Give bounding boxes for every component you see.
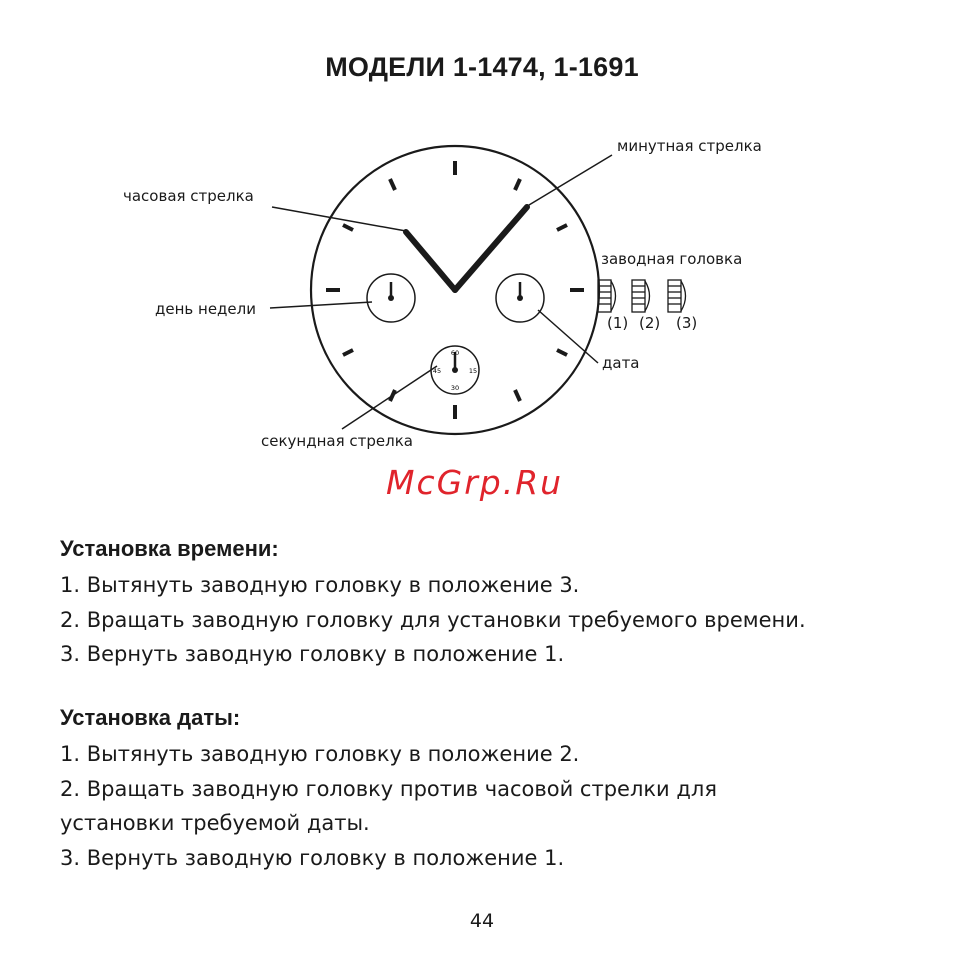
crown-position-1: (1): [607, 314, 629, 332]
label-second-hand: секундная стрелка: [261, 432, 413, 450]
hour-hand: [406, 232, 455, 290]
label-crown: заводная головка: [601, 250, 743, 268]
watermark: McGrp.Ru: [386, 463, 564, 502]
date-setting-step: 1. Вытянуть заводную головку в положение 2.: [60, 742, 580, 766]
label-hour-hand: часовая стрелка: [123, 187, 254, 205]
time-setting-section: [60, 536, 930, 672]
seconds-mark-15: 15: [468, 367, 478, 375]
date-subdial: [496, 274, 544, 322]
label-weekday: день недели: [155, 300, 256, 318]
time-setting-heading: Установка времени:: [60, 536, 279, 561]
crown-position-3: (3): [676, 314, 698, 332]
date-setting-section: [60, 705, 820, 875]
crown-pos-3-icon: [668, 280, 686, 312]
crown-pos-2-icon: [632, 280, 650, 312]
seconds-mark-45: 45: [432, 367, 442, 375]
label-minute-hand: минутная стрелка: [617, 137, 762, 155]
time-setting-step: 3. Вернуть заводную головку в положение 1.: [60, 642, 565, 666]
date-setting-step: 2. Вращать заводную головку против часовой стрелки для установки требуемой даты.: [60, 776, 717, 835]
date-setting-heading: Установка даты:: [60, 705, 241, 730]
date-setting-step: 3. Вернуть заводную головку в положение 1.: [60, 845, 565, 870]
seconds-mark-30: 30: [450, 384, 460, 392]
crown-position-2: (2): [639, 314, 661, 332]
time-setting-step: 2. Вращать заводную головку для установки требуемого времени.: [60, 607, 806, 632]
weekday-subdial: [367, 274, 415, 322]
time-setting-step: 1. Вытянуть заводную головку в положение 3.: [60, 573, 580, 597]
page-title: МОДЕЛИ 1-1474, 1-1691: [325, 52, 639, 82]
crown-pos-1-icon: [598, 280, 616, 312]
label-date: дата: [602, 354, 640, 372]
page-number: 44: [469, 910, 495, 932]
seconds-mark-60: 60: [450, 349, 460, 357]
seconds-subdial: [431, 346, 479, 394]
